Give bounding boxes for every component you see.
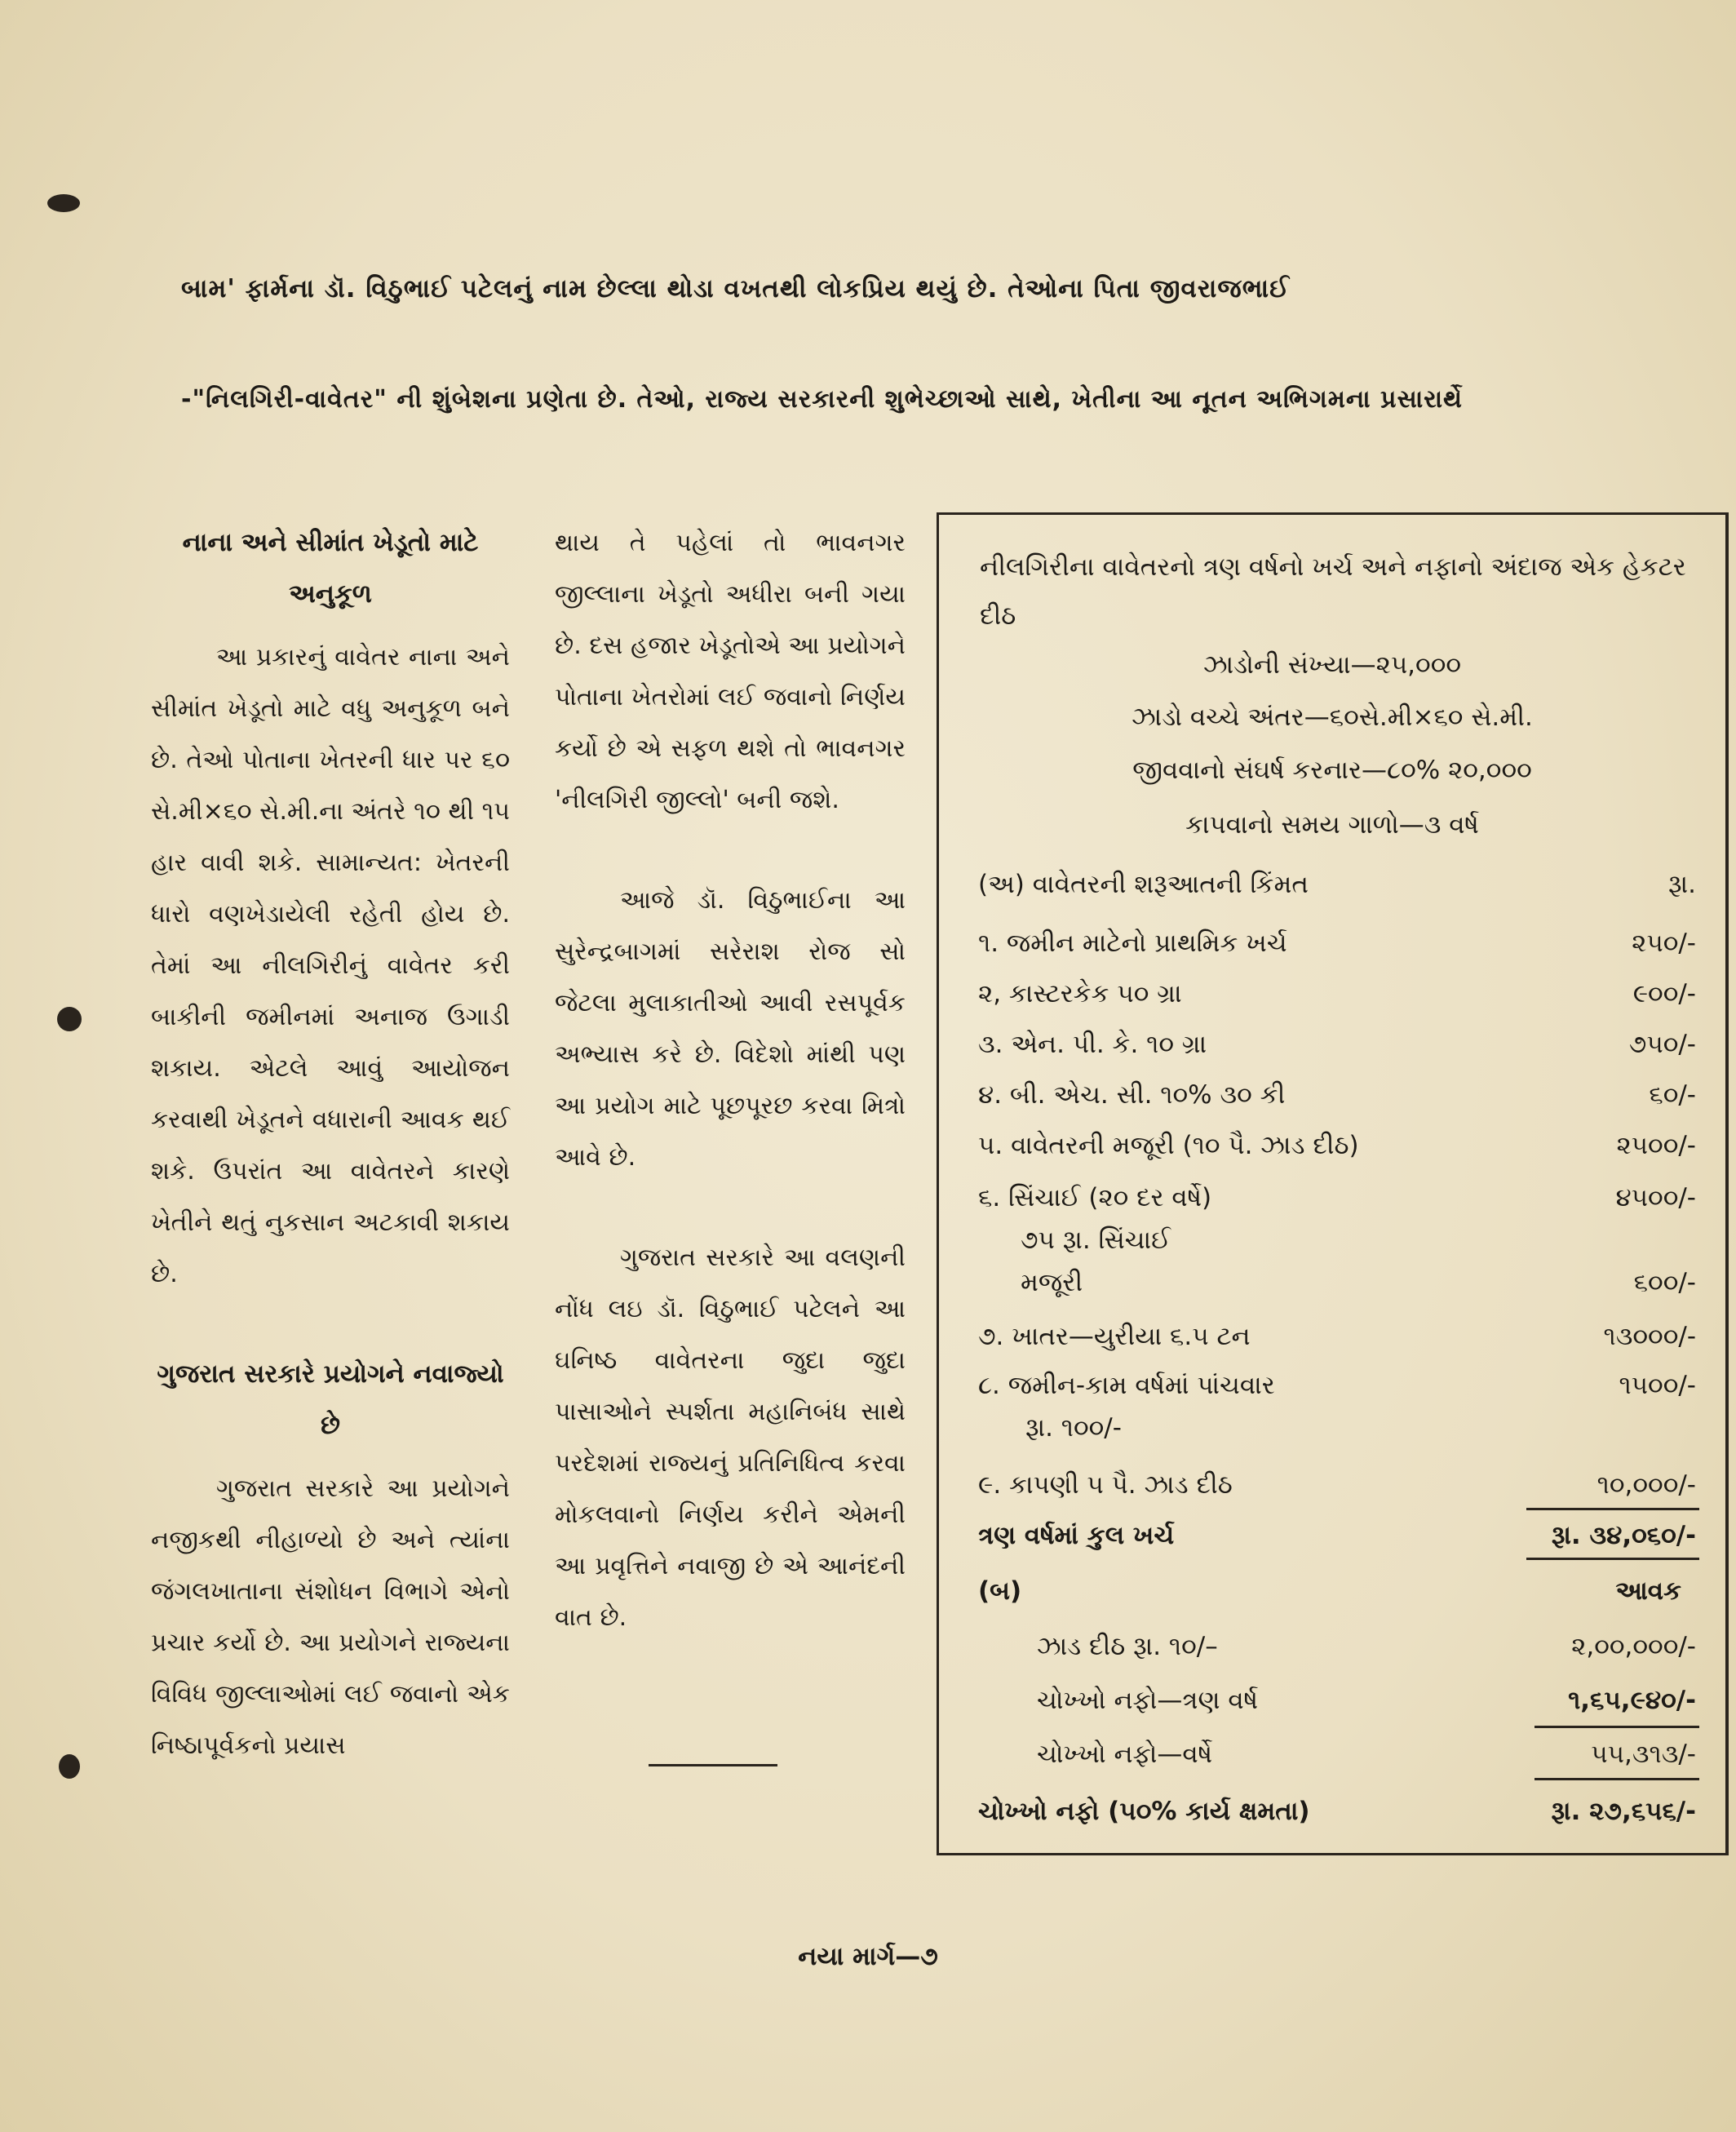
item-value: ૬૦૦/- xyxy=(1633,1268,1696,1297)
intro-line-2: -"નિલગિરી-વાવેતર" ની શુંબેશના પ્રણેતા છે. તેઓ, રાજ્ય સરકારની શુભેચ્છાઓ સાથે, ખેતીના આ નૂતન અભિગમના પ્રસારાર્થે xyxy=(181,385,1464,414)
paragraph: આ પ્રકારનું વાવેતર નાના અને સીમાંત ખેડૂતો માટે વધુ અનુકૂળ બને છે. તેઓ પોતાના ખેતરની ધાર પર ૬૦ સે.મી×૬૦ સે.મી.ના અંતરે ૧૦ થી ૧૫ હાર વાવી શકે. સામાન્યત: ખેતરની ધારો વણખેડાયેલી રહેતી હોય છે. તેમાં આ નીલગિરીનું વાવેતર કરી બાકીની જમીનમાં અનાજ ઉગાડી શકાય. એટલે આવું આયોજન કરવાથી ખેડૂતને વધારાની આવક થઈ શકે. ઉપરાંત આ વાવેતરને કારણે ખેતીને થતું નુકસાન અટકાવી શકાય છે. xyxy=(151,643,510,1288)
section-heading: નાના અને સીમાંત ખેડૂતો માટે અનુકૂળ xyxy=(182,528,479,609)
income-item-value: ૨,૦૦,૦૦૦/- xyxy=(1571,1632,1696,1661)
intro-line-1: બામ' ફાર્મના ડૉ. વિઠુભાઈ પટેલનું નામ છેલ્લા થોડા વખતથી લોકપ્રિય થયું છે. તેઓના પિતા જીવરાજભાઈ xyxy=(181,274,1291,304)
ink-blot xyxy=(59,1754,80,1779)
income-item-value: ૧,૬૫,૯૪૦/- xyxy=(1568,1686,1696,1715)
fact-line: ઝાડોની સંખ્યા—૨૫,૦૦૦ xyxy=(1202,650,1462,680)
item-label: ૭. ખાતર—યુરીયા ૬.૫ ટન xyxy=(978,1322,1251,1351)
table-title: નીલગિરીના વાવેતરનો ત્રણ વર્ષનો ખર્ચ અને નફાનો અંદાજ એક હેકટર દીઠ xyxy=(980,552,1686,631)
total-rule xyxy=(1526,1558,1699,1560)
item-label: ૭૫ રૂા. સિંચાઈ xyxy=(1021,1226,1171,1255)
income-item-label: ચોખ્ખો નફો—વર્ષે xyxy=(1037,1740,1213,1769)
total-value: રૂા. ૩૪,૦૬૦/- xyxy=(1551,1521,1696,1550)
item-value: ૯૦૦/- xyxy=(1632,979,1696,1008)
paragraph: ગુજરાત સરકારે આ પ્રયોગને નજીકથી નીહાળ્યો છે અને ત્યાંના જંગલખાતાના સંશોધન વિભાગે એનો પ્રચાર કર્યો છે. આ પ્રયોગને રાજ્યના વિવિધ જીલ્લાઓમાં લઈ જવાનો એક નિષ્ઠાપૂર્વકનો પ્રયાસ xyxy=(151,1474,510,1760)
column-end-rule xyxy=(649,1764,777,1766)
income-item-label: ચોખ્ખો નફો—ત્રણ વર્ષ xyxy=(1037,1686,1259,1715)
section-a-label: (અ) વાવેતરની શરૂઆતની કિંમત xyxy=(978,870,1309,899)
item-value: ૨૫૦/- xyxy=(1632,929,1696,958)
item-label: રૂા. ૧૦૦/- xyxy=(1025,1413,1122,1443)
column-1 xyxy=(151,517,510,1771)
cost-profit-table xyxy=(937,512,1729,1855)
item-value: ૬૦/- xyxy=(1649,1080,1696,1110)
income-item-label: ઝાડ દીઠ રૂા. ૧૦/– xyxy=(1037,1632,1218,1661)
item-label: ૯. કાપણી ૫ પૈ. ઝાડ દીઠ xyxy=(978,1470,1233,1500)
column-2 xyxy=(555,517,906,1643)
net-profit-value: રૂા. ૨૭,૬૫૬/- xyxy=(1551,1797,1696,1826)
item-label: ૧. જમીન માટેનો પ્રાથમિક ખર્ચ xyxy=(978,929,1287,958)
fact-line: કાપવાનો સમય ગાળો—૩ વર્ષ xyxy=(1185,810,1479,840)
page-footer: નયા માર્ગ—૭ xyxy=(798,1942,938,1971)
item-label: ૨, કાસ્ટરકેક ૫૦ ગ્રા xyxy=(978,979,1182,1008)
item-value: ૧૦,૦૦૦/- xyxy=(1596,1470,1696,1500)
item-label: ૪. બી. એચ. સી. ૧૦% ૩૦ કી xyxy=(978,1080,1286,1110)
income-item-value: ૫૫,૩૧૩/- xyxy=(1591,1740,1696,1769)
currency-label: રૂા. xyxy=(1668,870,1696,899)
item-value: ૪૫૦૦/- xyxy=(1615,1183,1696,1212)
ink-blot xyxy=(57,1007,82,1031)
fact-line: ઝાડો વચ્ચે અંતર—૬૦સે.મી×૬૦ સે.મી. xyxy=(1132,703,1533,732)
item-value: ૭૫૦/- xyxy=(1628,1030,1696,1059)
income-rule xyxy=(1534,1726,1699,1728)
income-rule xyxy=(1534,1778,1699,1780)
subtotal-rule xyxy=(1526,1508,1699,1510)
paragraph: થાય તે પહેલાં તો ભાવનગર જીલ્લાના ખેડૂતો અધીરા બની ગયા છે. દસ હજાર ખેડૂતોએ આ પ્રયોગને પોતાના ખેતરોમાં લઈ જવાનો નિર્ણય કર્યો છે એ સફળ થશે તો ભાવનગર 'નીલગિરી જીલ્લો' બની જશે. xyxy=(555,529,906,814)
paragraph: આજે ડૉ. વિઠુભાઈના આ સુરેન્દ્રબાગમાં સરેરાશ રોજ સો જેટલા મુલાકાતીઓ આવી રસપૂર્વક અભ્યાસ કરે છે. વિદેશો માંથી પણ આ પ્રયોગ માટે પૂછપૂરછ કરવા મિત્રો આવે છે. xyxy=(555,886,906,1172)
item-label: ૮. જમીન-કામ વર્ષમાં પાંચવાર xyxy=(978,1371,1275,1400)
income-label: આવક xyxy=(1615,1576,1681,1606)
ink-blot xyxy=(47,194,80,212)
item-label: ૩. એન. પી. કે. ૧૦ ગ્રા xyxy=(978,1030,1207,1059)
fact-line: જીવવાનો સંઘર્ષ કરનાર—૮૦% ૨૦,૦૦૦ xyxy=(1132,756,1532,785)
item-value: ૧૫૦૦/- xyxy=(1619,1371,1696,1400)
item-value: ૧૩૦૦૦/- xyxy=(1603,1322,1696,1351)
item-value: ૨૫૦૦/- xyxy=(1616,1131,1696,1160)
section-b-label: (બ) xyxy=(978,1576,1022,1606)
total-label: ત્રણ વર્ષમાં કુલ ખર્ચ xyxy=(978,1521,1175,1550)
item-label: મજૂરી xyxy=(1021,1268,1083,1297)
net-profit-label: ચોખ્ખો નફો (૫૦% કાર્ય ક્ષમતા) xyxy=(978,1797,1310,1826)
paragraph: ગુજરાત સરકારે આ વલણની નોંધ લઇ ડૉ. વિઠુભાઈ પટેલને આ ઘનિષ્ઠ વાવેતરના જુદા જુદા પાસાઓને સ્પર્શતા મહાનિબંધ સાથે પરદેશમાં રાજ્યનું પ્રતિનિધિત્વ કરવા મોકલવાનો નિર્ણય કરીને એમની આ પ્રવૃત્તિને નવાજી છે એ આનંદની વાત છે. xyxy=(555,1243,906,1632)
section-heading: ગુજરાત સરકારે પ્રયોગને નવાજ્યો છે xyxy=(157,1359,504,1440)
item-label: ૬. સિંચાઈ (૨૦ દર વર્ષે) xyxy=(978,1183,1212,1212)
item-label: ૫. વાવેતરની મજૂરી (૧૦ પૈ. ઝાડ દીઠ) xyxy=(978,1131,1359,1160)
